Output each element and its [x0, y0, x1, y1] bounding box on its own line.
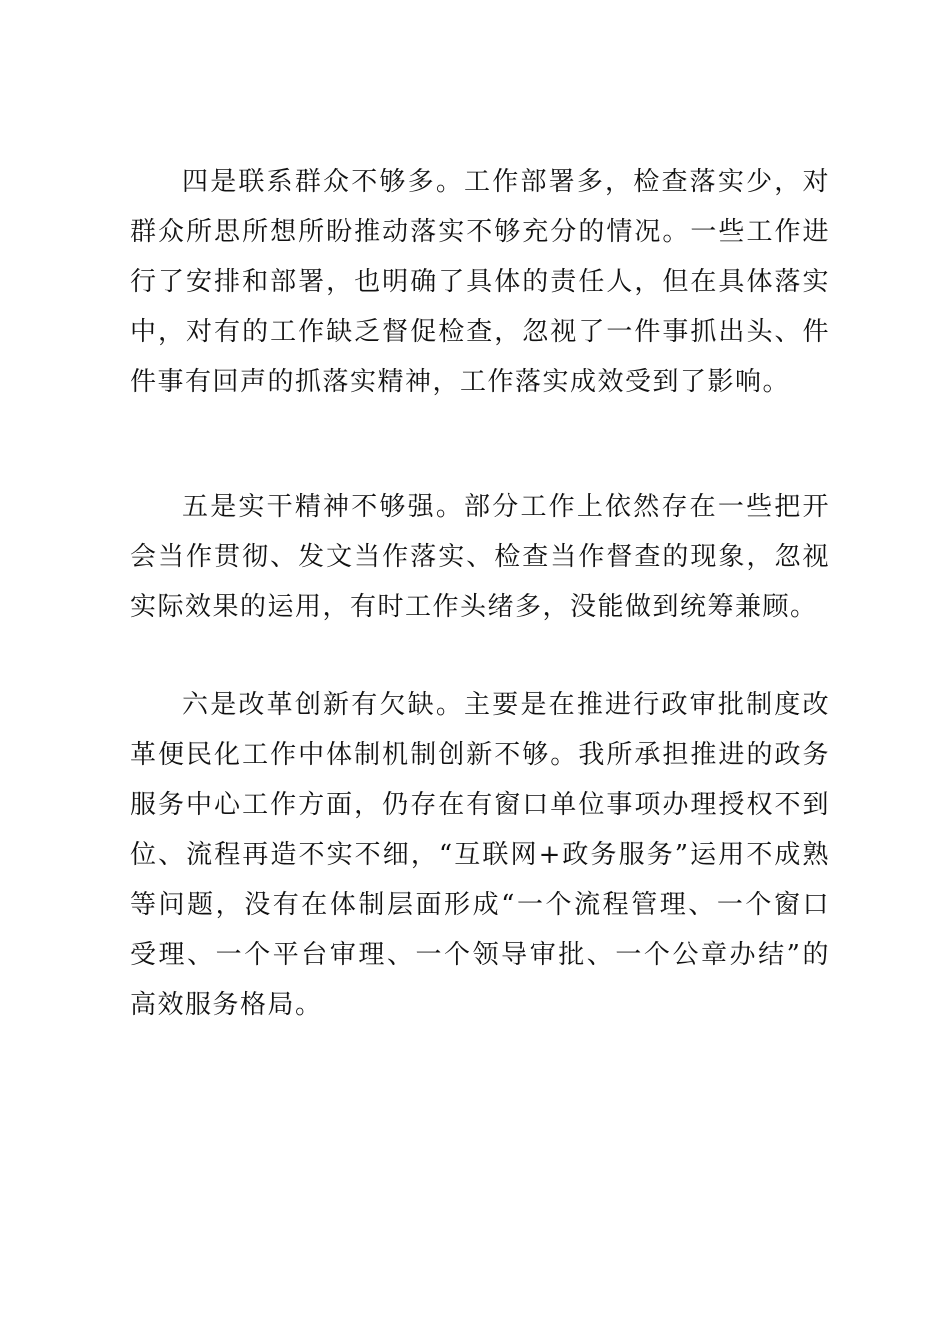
paragraph-practical-spirit: 五是实干精神不够强。部分工作上依然存在一些把开会当作贯彻、发文当作落实、检查当作督查的现象，忽视实际效果的运用，有时工作头绪多，没能做到统筹兼顾。 [130, 492, 830, 622]
paragraph-contact-masses: 四是联系群众不够多。工作部署多，检查落实少，对群众所思所想所盼推动落实不够充分的情况。一些工作进行了安排和部署，也明确了具体的责任人，但在具体落实中，对有的工作缺乏督促检查，忽视了一件事抓出头、件件事有回声的抓落实精神，工作落实成效受到了影响。 [130, 167, 830, 397]
paragraph-reform-innovation: 六是改革创新有欠缺。主要是在推进行政审批制度改革便民化工作中体制机制创新不够。我所承担推进的政务服务中心工作方面，仍存在有窗口单位事项办理授权不到位、流程再造不实不细，“互联网+政务服务”运用不成熟等问题，没有在体制层面形成“一个流程管理、一个窗口受理、一个平台审理、一个领导审批、一个公章办结”的高效服务格局。 [130, 690, 830, 1020]
